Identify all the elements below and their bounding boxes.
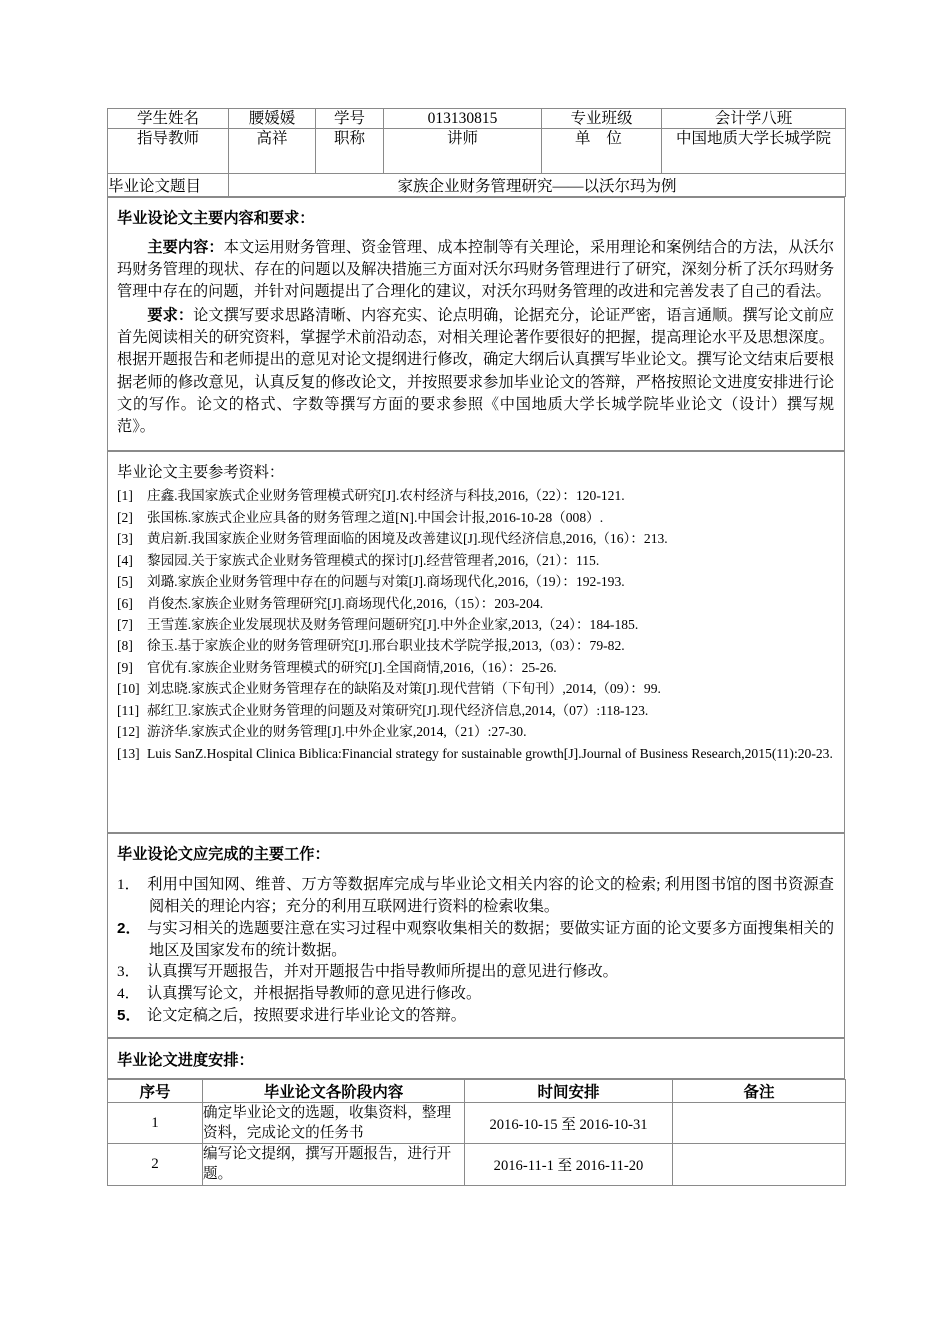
- unit-label: 单 位: [542, 129, 662, 173]
- tasks-block: [108, 834, 844, 1037]
- task-text: 与实习相关的选题要注意在实习过程中观察收集相关的数据；要做实证方面的论文要多方面搜集相关的地区及国家发布的统计数据。: [147, 919, 834, 959]
- task-text: 认真撰写论文，并根据指导教师的意见进行修改。: [147, 985, 482, 1003]
- table-row: [108, 1144, 846, 1185]
- reference-text: 张国栋.家族式企业应具备的财务管理之道[N].中国会计报,2016-10-28（008）.: [147, 509, 604, 525]
- list-item: [117, 983, 834, 1005]
- thesis-title-value: 家族企业财务管理研究——以沃尔玛为例: [229, 173, 846, 196]
- reference-text: 黎园园.关于家族式企业财务管理模式的探讨[J].经营管理者,2016,（21）：115.: [147, 552, 600, 568]
- main-content-label: 主要内容：: [147, 239, 224, 257]
- reference-text: 庄鑫.我国家族式企业财务管理模式研究[J].农村经济与科技,2016,（22）：120-121.: [147, 488, 625, 504]
- reference-text: 刘璐.家族企业财务管理中存在的问题与对策[J].商场现代化,2016,（19）：192-193.: [147, 574, 625, 590]
- reference-text: 刘忠晓.家族式企业财务管理存在的缺陷及对策[J].现代营销（下旬刊）,2014,（09）：99.: [147, 681, 661, 697]
- requirements-label: 要求：: [147, 307, 194, 325]
- schedule-row-time: 2016-10-15 至 2016-10-31: [465, 1103, 673, 1144]
- reference-number: [3]: [117, 531, 133, 547]
- requirements-paragraph: [117, 305, 834, 437]
- schedule-column-content: 毕业论文各阶段内容: [203, 1080, 465, 1103]
- list-item: [117, 550, 834, 571]
- requirements-text: 论文撰写要求思路清晰、内容充实、论点明确，论据充分，论证严密，语言通顺。撰写论文前应首先阅读相关的研究资料，掌握学术前沿动态，对相关理论著作要很好的把握，提高理论水平及思想深度。根据开题报告和老师提出的意见对论文提纲进行修改，确定大纲后认真撰写毕业论文。撰写论文结束后要根据老师的修改意见，认真反复的修改论文，并按照要求参加毕业论文的答辩，严格按照论文进度安排进行论文的写作。论文的格式、字数等撰写方面的要求参照《中国地质大学长城学院毕业论文（设计）撰写规范》。: [117, 307, 835, 435]
- schedule-column-time: 时间安排: [465, 1080, 673, 1103]
- student-name-label: 学生姓名: [108, 109, 229, 129]
- schedule-table: [107, 1079, 846, 1186]
- content-row: [108, 197, 845, 450]
- references-block: [108, 452, 844, 833]
- list-item: [117, 507, 834, 528]
- schedule-heading-table: [107, 1038, 845, 1079]
- reference-number: [5]: [117, 574, 133, 590]
- list-item: [117, 743, 834, 764]
- task-number: 2．: [117, 919, 141, 937]
- reference-number: [11]: [117, 702, 140, 718]
- list-item: [117, 700, 834, 721]
- schedule-column-note: 备注: [673, 1080, 846, 1103]
- tasks-list: [117, 874, 834, 1027]
- list-item: [117, 1005, 834, 1027]
- content-block: [108, 198, 844, 450]
- schedule-header-row: [108, 1080, 846, 1103]
- schedule-heading-row: [108, 1039, 845, 1079]
- schedule-row-note: [673, 1103, 846, 1144]
- student-id-value: 013130815: [384, 109, 542, 129]
- references-list: [117, 485, 834, 764]
- schedule-row-time: 2016-11-1 至 2016-11-20: [465, 1144, 673, 1185]
- main-content-paragraph: [117, 237, 834, 303]
- references-table: [107, 451, 845, 834]
- task-number: 3．: [117, 963, 140, 981]
- table-row-advisor: [108, 129, 846, 173]
- reference-number: [8]: [117, 638, 133, 654]
- reference-text: 郝红卫.家族式企业财务管理的问题及对策研究[J].现代经济信息,2014,（07）:118-123.: [147, 702, 649, 718]
- schedule-heading: 毕业论文进度安排：: [117, 1052, 254, 1070]
- schedule-row-content: 编写论文提纲，撰写开题报告，进行开题。: [203, 1144, 465, 1185]
- task-number: 5．: [117, 1007, 141, 1025]
- title-rank-label: 职称: [316, 129, 384, 173]
- reference-number: [4]: [117, 552, 133, 568]
- table-row-student: [108, 109, 846, 129]
- list-item: [117, 961, 834, 983]
- reference-number: [12]: [117, 724, 140, 740]
- schedule-column-no: 序号: [108, 1080, 203, 1103]
- task-number: 1．: [117, 875, 140, 893]
- main-content-text: 本文运用财务管理、资金管理、成本控制等有关理论，采用理论和案例结合的方法，从沃尔玛财务管理的现状、存在的问题以及解决措施三方面对沃尔玛财务管理进行了研究，深刻分析了沃尔玛财务管理中存在的问题，并针对问题提出了合理化的建议，对沃尔玛财务管理的改进和完善发表了自己的看法。: [117, 239, 835, 301]
- student-info-table: [107, 108, 846, 197]
- list-item: [117, 678, 834, 699]
- reference-number: [9]: [117, 659, 133, 675]
- list-item: [117, 721, 834, 742]
- tasks-row: [108, 834, 845, 1038]
- reference-text: 游济华.家族式企业的财务管理[J].中外企业家,2014,（21）:27-30.: [147, 724, 527, 740]
- task-number: 4．: [117, 985, 140, 1003]
- title-rank-value: 讲师: [384, 129, 542, 173]
- task-text: 论文定稿之后，按照要求进行毕业论文的答辩。: [147, 1007, 466, 1025]
- advisor-value: 高祥: [229, 129, 316, 173]
- reference-text: 官优有.家族企业财务管理模式的研究[J].全国商情,2016,（16）：25-26.: [147, 659, 557, 675]
- task-text: 认真撰写开题报告，并对开题报告中指导教师所提出的意见进行修改。: [147, 963, 618, 981]
- tasks-table: [107, 833, 845, 1038]
- reference-number: [13]: [117, 745, 140, 761]
- references-row: [108, 451, 845, 833]
- content-heading: 毕业设论文主要内容和要求：: [117, 209, 315, 227]
- reference-text: 黄启新.我国家族企业财务管理面临的困境及改善建议[J].现代经济信息,2016,（16）：213.: [147, 531, 668, 547]
- schedule-row-no: 2: [108, 1144, 203, 1185]
- reference-text: Luis SanZ.Hospital Clinica Biblica:Financial strategy for sustainable growth[J].Journal of Business Research,2015(11):20-23.: [147, 745, 833, 761]
- reference-number: [1]: [117, 488, 133, 504]
- list-item: [117, 657, 834, 678]
- list-item: [117, 528, 834, 549]
- reference-number: [10]: [117, 681, 140, 697]
- list-item: [117, 485, 834, 506]
- major-class-value: 会计学八班: [662, 109, 846, 129]
- list-item: [117, 635, 834, 656]
- schedule-heading-block: [108, 1039, 844, 1078]
- student-name-value: 腰媛媛: [229, 109, 316, 129]
- advisor-label: 指导教师: [108, 129, 229, 173]
- list-item: [117, 874, 834, 918]
- list-item: [117, 593, 834, 614]
- content-requirements-table: [107, 197, 845, 451]
- references-heading: 毕业论文主要参考资料：: [117, 463, 285, 481]
- reference-text: 肖俊杰.家族企业财务管理研究[J].商场现代化,2016,（15）：203-204.: [147, 595, 544, 611]
- thesis-title-label: 毕业论文题目: [108, 173, 229, 196]
- reference-number: [6]: [117, 595, 133, 611]
- table-row-thesis-title: [108, 173, 846, 196]
- task-text: 利用中国知网、维普、万方等数据库完成与毕业论文相关内容的论文的检索; 利用图书馆的图书资源查阅相关的理论内容；充分的利用互联网进行资料的检索收集。: [147, 875, 834, 915]
- reference-text: 徐玉.基于家族企业的财务管理研究[J].邢台职业技术学院学报,2013,（03）：79-82.: [147, 638, 625, 654]
- table-row: [108, 1103, 846, 1144]
- student-id-label: 学号: [316, 109, 384, 129]
- schedule-row-no: 1: [108, 1103, 203, 1144]
- major-class-label: 专业班级: [542, 109, 662, 129]
- schedule-row-content: 确定毕业论文的选题，收集资料，整理资料，完成论文的任务书: [203, 1103, 465, 1144]
- list-item: [117, 614, 834, 635]
- reference-text: 王雪莲.家族企业发展现状及财务管理问题研究[J].中外企业家,2013,（24）：184-185.: [147, 617, 639, 632]
- document-page: [107, 108, 845, 1186]
- tasks-heading: 毕业设论文应完成的主要工作：: [117, 846, 330, 864]
- list-item: [117, 918, 834, 962]
- reference-number: [2]: [117, 509, 133, 525]
- references-spacer: [117, 764, 834, 822]
- schedule-row-note: [673, 1144, 846, 1185]
- list-item: [117, 571, 834, 592]
- reference-number: [7]: [117, 617, 133, 632]
- unit-value: 中国地质大学长城学院: [662, 129, 846, 173]
